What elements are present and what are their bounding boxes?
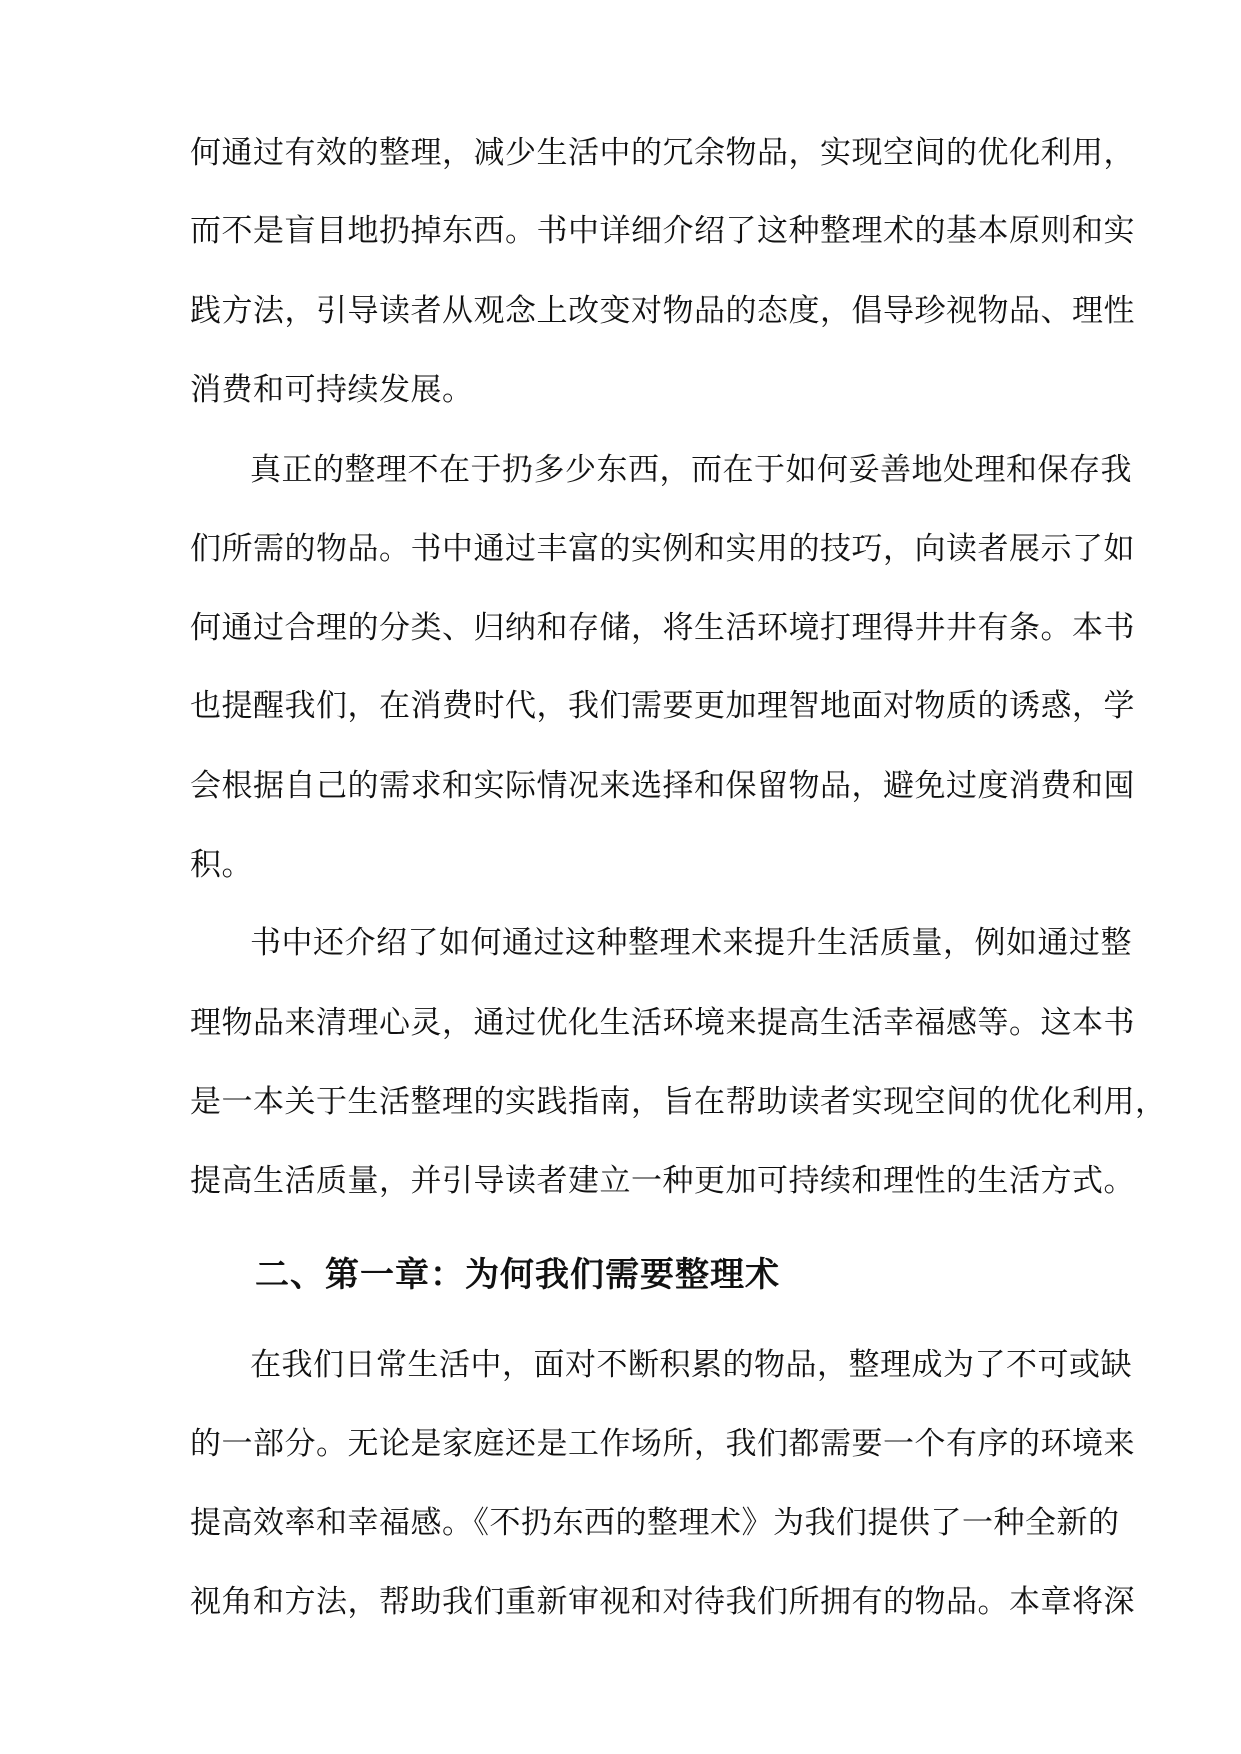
paragraph-2-line-5: 会根据自己的需求和实际情况来选择和保留物品，避免过度消费和囤 — [190, 768, 1135, 804]
paragraph-3-line-4: 提高生活质量，并引导读者建立一种更加可持续和理性的生活方式。 — [190, 1163, 1135, 1199]
paragraph-1-line-3: 践方法，引导读者从观念上改变对物品的态度，倡导珍视物品、理性 — [190, 293, 1135, 329]
paragraph-1-line-4: 消费和可持续发展。 — [190, 372, 474, 408]
paragraph-3-line-1: 书中还介绍了如何通过这种整理术来提升生活质量，例如通过整 — [250, 925, 1132, 961]
paragraph-2-line-4: 也提醒我们，在消费时代，我们需要更加理智地面对物质的诱惑，学 — [190, 688, 1135, 724]
paragraph-4-line-4: 视角和方法，帮助我们重新审视和对待我们所拥有的物品。本章将深 — [190, 1584, 1135, 1620]
paragraph-2-line-1: 真正的整理不在于扔多少东西，而在于如何妥善地处理和保存我 — [250, 452, 1132, 488]
paragraph-4-line-1: 在我们日常生活中，面对不断积累的物品，整理成为了不可或缺 — [250, 1347, 1132, 1383]
paragraph-2-line-2: 们所需的物品。书中通过丰富的实例和实用的技巧，向读者展示了如 — [190, 531, 1135, 567]
paragraph-4-line-2: 的一部分。无论是家庭还是工作场所，我们都需要一个有序的环境来 — [190, 1426, 1135, 1462]
paragraph-3-line-2: 理物品来清理心灵，通过优化生活环境来提高生活幸福感等。这本书 — [190, 1005, 1135, 1041]
paragraph-2-line-3: 何通过合理的分类、归纳和存储，将生活环境打理得井井有条。本书 — [190, 610, 1135, 646]
paragraph-1-line-2: 而不是盲目地扔掉东西。书中详细介绍了这种整理术的基本原则和实 — [190, 213, 1135, 249]
paragraph-4-line-3: 提高效率和幸福感。《不扔东西的整理术》为我们提供了一种全新的 — [190, 1505, 1120, 1541]
paragraph-2-line-6: 积。 — [190, 847, 253, 883]
paragraph-3-line-3: 是一本关于生活整理的实践指南，旨在帮助读者实现空间的优化利用， — [190, 1084, 1167, 1120]
paragraph-1-line-1: 何通过有效的整理，减少生活中的冗余物品，实现空间的优化利用， — [190, 135, 1135, 171]
section-heading: 二、第一章：为何我们需要整理术 — [255, 1255, 780, 1295]
